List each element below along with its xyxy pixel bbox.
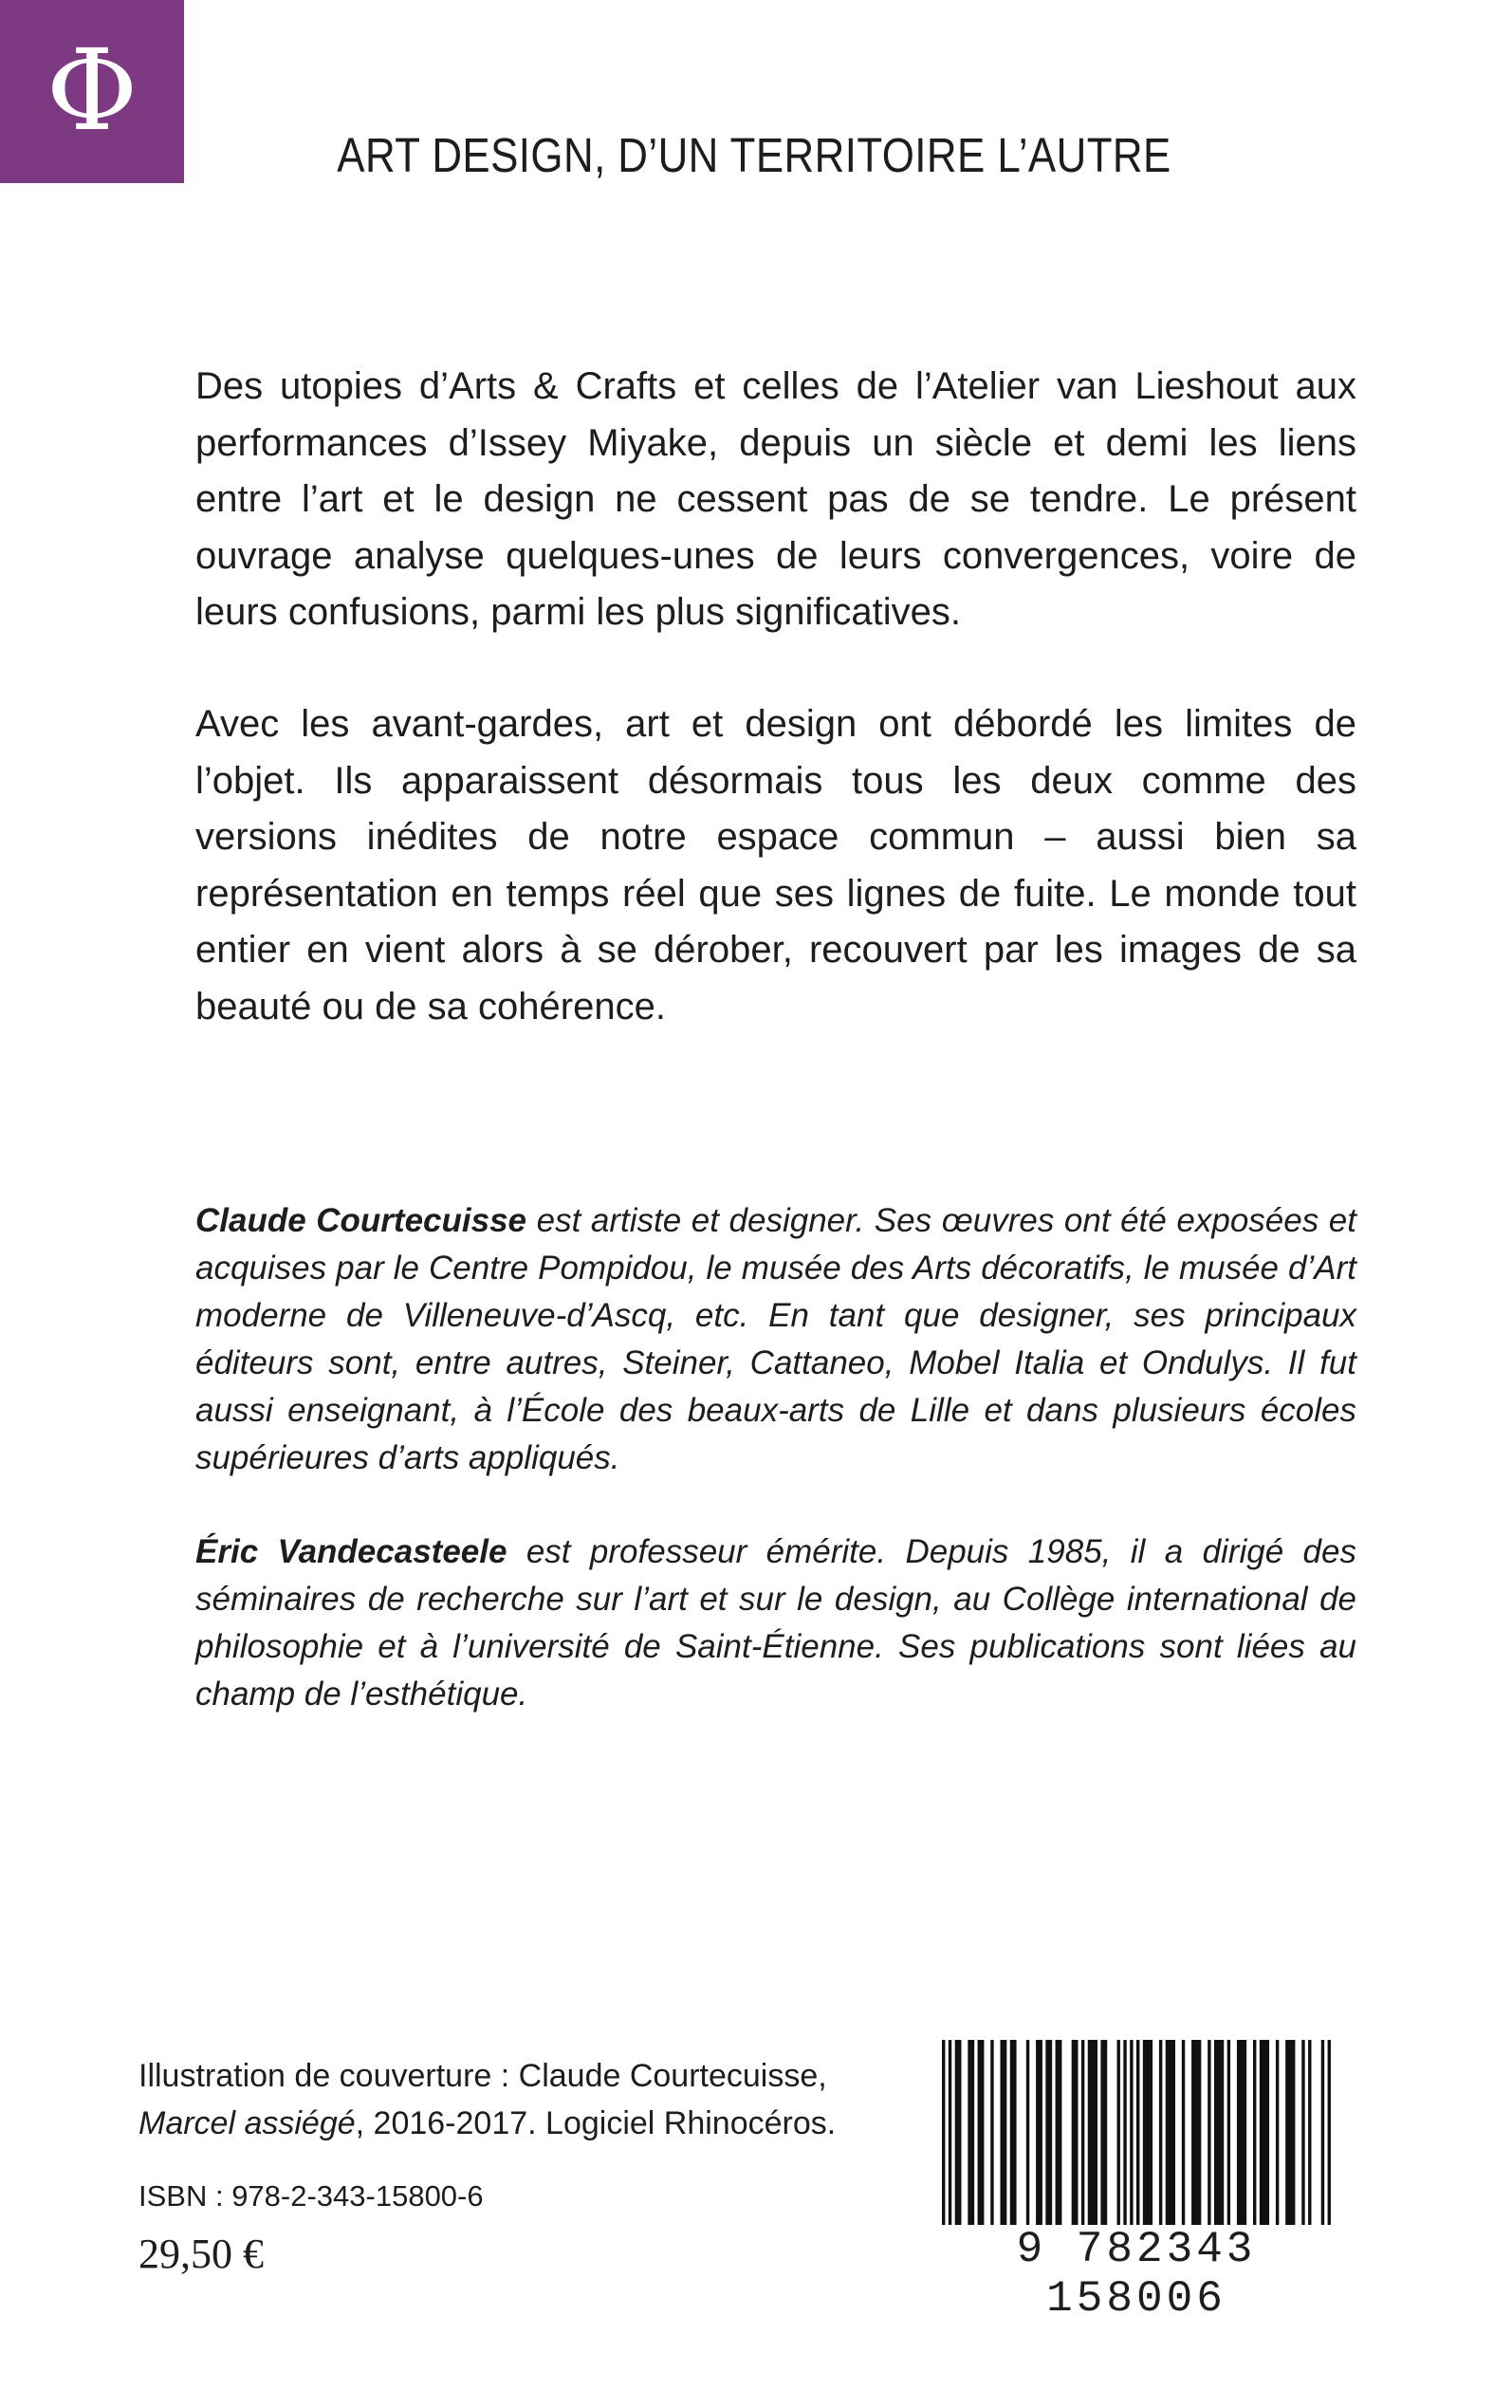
publisher-logo (0, 0, 184, 183)
barcode-bar (1136, 2040, 1139, 2225)
barcode-bar (1182, 2040, 1185, 2225)
summary-paragraph-1: Des utopies d’Arts & Crafts et celles de l’Atelier van Lieshout aux performances d’Issey Miyake, depuis un siècle et demi les liens entre l’art et le design ne cessent pas de se tendre. Le présent ouvrage analyse quelques-unes de leurs convergences, voire de leurs confusions, parmi les plus significatives. (195, 365, 1356, 633)
barcode-bar (1001, 2040, 1007, 2225)
barcode-bar (1285, 2040, 1295, 2225)
barcode-bar (1072, 2040, 1079, 2225)
cover-credit (138, 2052, 897, 2147)
barcode-bar (1143, 2040, 1152, 2225)
barcode-bar (1010, 2040, 1017, 2225)
barcode-bar (1276, 2040, 1279, 2225)
summary-paragraph-2: Avec les avant-gardes, art et design ont débordé les limites de l’objet. Ils apparaissent désormais tous les deux comme des versions inédites de notre espace commun – aussi bien sa représentation en temps réel que ses lignes de fuite. Le monde tout entier en vient alors à se dérober, recouvert par les images de sa beauté ou de sa cohérence. (195, 703, 1356, 1028)
cover-credit-line-2 (138, 2100, 897, 2147)
barcode-bar (1214, 2040, 1224, 2225)
price: 29,50 € (138, 2231, 264, 2277)
barcode-bar (955, 2040, 962, 2225)
barcode-bar (1088, 2040, 1097, 2225)
phi-logo-icon: Φ (46, 24, 138, 156)
barcode-bar (942, 2040, 945, 2225)
isbn: ISBN : 978-2-343-15800-6 (138, 2179, 484, 2213)
barcode-bar (1301, 2040, 1304, 2225)
barcode-bar (1208, 2040, 1210, 2225)
barcode-bar (1045, 2040, 1052, 2225)
barcode-bar (1227, 2040, 1230, 2225)
cover-work-title: Marcel assiégé (138, 2105, 356, 2141)
barcode-bar (949, 2040, 951, 2225)
author-name-2: Éric Vandecasteele (195, 1533, 507, 1570)
barcode-bar (1321, 2040, 1324, 2225)
barcode-bar (1260, 2040, 1269, 2225)
barcode-bar (978, 2040, 985, 2225)
cover-credit-line-1: Illustration de couverture : Claude Courtecuisse, (138, 2058, 827, 2094)
barcode-bar (1056, 2040, 1062, 2225)
author-bio-text-1: est artiste et designer. Ses œuvres ont été exposées et acquises par le Centre Pompidou, le musée des Arts décoratifs, le musée d’Art moderne de Villeneuve-d’Ascq, etc. En tant que designer, ses principaux éditeurs sont, entre autres, Steiner, Cattaneo, Mobel Italia et Ondulys. Il fut aussi enseignant, à l’École des beaux-arts de Lille et dans plusieurs écoles supérieures d’arts appliqués. (195, 1202, 1356, 1476)
barcode-bar (1159, 2040, 1162, 2225)
barcode-digits: 9 782343 158006 (942, 2225, 1331, 2324)
barcode-bar (1026, 2040, 1029, 2225)
barcode-bar (1191, 2040, 1201, 2225)
barcode-bar (990, 2040, 993, 2225)
author-name-1: Claude Courtecuisse (195, 1202, 527, 1239)
barcode-bar (1130, 2040, 1133, 2225)
barcode-bar (1117, 2040, 1120, 2225)
barcode-bar (1308, 2040, 1311, 2225)
barcode-bars-icon (942, 2040, 1331, 2225)
barcode-bar (1123, 2040, 1126, 2225)
book-title: ART DESIGN, D’UN TERRITOIRE L’AUTRE (337, 128, 1171, 182)
barcode-bar (1081, 2040, 1084, 2225)
author-bio-2 (195, 1528, 1356, 1718)
barcode-bar (1237, 2040, 1246, 2225)
author-bio-1 (195, 1197, 1356, 1482)
barcode-bar (1100, 2040, 1107, 2225)
barcode-bar (1166, 2040, 1175, 2225)
barcode-bar (1328, 2040, 1331, 2225)
cover-credit-rest: , 2016-2017. Logiciel Rhinocéros. (355, 2105, 837, 2141)
barcode-bar (968, 2040, 974, 2225)
author-bio-text-2: est professeur émérite. Depuis 1985, il a dirigé des séminaires de recherche sur l’art et sur le design, au Collège international de philosophie et à l’université de Saint-Étienne. Ses publications sont liées au champ de l’esthétique. (195, 1533, 1356, 1713)
barcode-bar (1036, 2040, 1042, 2225)
barcode-bar (1253, 2040, 1256, 2225)
